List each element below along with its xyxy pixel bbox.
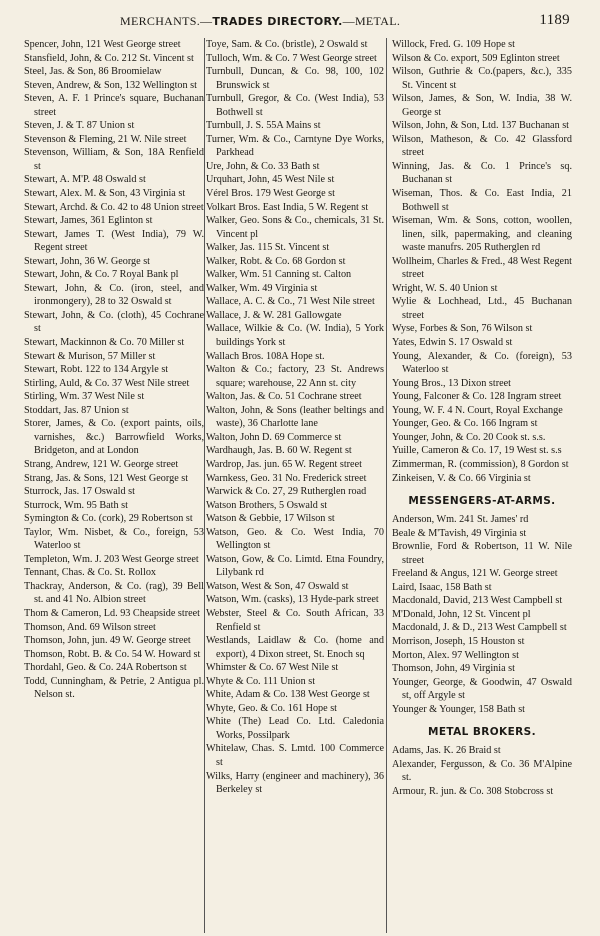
directory-entry: White, Adam & Co. 138 West George st	[206, 689, 370, 701]
directory-entry: Zinkeisen, V. & Co. 66 Virginia st	[392, 472, 531, 484]
directory-entry: Whitelaw, Chas. S. Lmtd. 100 Commerce st	[206, 743, 384, 768]
directory-entry: Wallace, A. C. & Co., 71 West Nile street	[206, 296, 375, 308]
directory-entry: Stewart, James T. (West India), 79 W. Regent street	[24, 228, 204, 254]
directory-entry: Wiseman, Wm. & Sons, cotton, woollen, linen, silk, papermaking, and cleaning waste manufrs. 205 Rutherglen rd	[392, 215, 572, 254]
directory-entry: Morrison, Joseph, 15 Houston st	[392, 635, 525, 647]
directory-entry: Steven, A. F. 1 Prince's square, Buchanan street	[24, 93, 204, 118]
directory-entry: Watson, West & Son, 47 Oswald st	[206, 580, 349, 592]
directory-entry: Beale & M'Tavish, 49 Virginia st	[392, 527, 527, 539]
directory-entry: Walker, Wm. 49 Virginia st	[206, 282, 318, 294]
directory-entry: Thordahl, Geo. & Co. 24A Robertson st	[24, 662, 187, 674]
header-left: MERCHANTS.	[120, 14, 201, 28]
directory-entry: Warwick & Co. 27, 29 Rutherglen road	[206, 486, 367, 498]
directory-entry: Wilks, Harry (engineer and machinery), 36 Berkeley st	[206, 770, 384, 796]
directory-entry: Watson & Gebbie, 17 Wilson st	[206, 513, 335, 525]
messengers-entries	[392, 513, 572, 716]
directory-entry: Westlands, Laidlaw & Co. (home and export), 4 Dixon street, St. Enoch sq	[206, 635, 384, 660]
directory-entry: Walker, Jas. 115 St. Vincent st	[206, 242, 330, 254]
directory-entry: Wardhaugh, Jas. B. 60 W. Regent st	[206, 445, 352, 457]
column-3	[392, 38, 572, 936]
directory-entry: Macdonald, David, 213 West Campbell st	[392, 595, 563, 607]
directory-entry: Sturrock, Jas. 17 Oswald st	[24, 486, 135, 498]
directory-entry: Spencer, John, 121 West George street	[24, 39, 181, 50]
directory-entry: Brownlie, Ford & Robertson, 11 W. Nile street	[392, 541, 572, 566]
directory-entry: Walker, Robt. & Co. 68 Gordon st	[206, 255, 346, 267]
directory-entry: Steven, J. & T. 87 Union st	[24, 120, 135, 132]
directory-entry: Watson, Geo. & Co. West India, 70 Wellington st	[206, 526, 384, 552]
directory-entry: Stewart & Murison, 57 Miller st	[24, 350, 156, 362]
directory-entry: Walton, John, & Sons (leather beltings and waste), 36 Charlotte lane	[206, 404, 384, 430]
directory-entry: Storer, James, & Co. (export paints, oils, varnishes, &c.) Barrowfield Works, Bridgeton, and at London	[24, 418, 204, 457]
directory-entry: Thomson, And. 69 Wilson street	[24, 621, 156, 633]
directory-entry: Steel, Jas. & Son, 86 Broomielaw	[24, 66, 162, 78]
directory-entry: Watson Brothers, 5 Oswald st	[206, 499, 328, 511]
directory-entry: Stewart, James, 361 Eglinton st	[24, 215, 153, 227]
directory-entry: Wilson, Matheson, & Co. 42 Glassford street	[392, 133, 572, 159]
directory-entry: Vérel Bros. 179 West George st	[206, 188, 335, 200]
directory-entry: Stevenson & Fleming, 21 W. Nile street	[24, 133, 187, 145]
directory-columns	[24, 38, 584, 936]
directory-entry: Younger, John, & Co. 20 Cook st. s.s.	[392, 431, 546, 443]
directory-entry: Zimmerman, R. (commission), 8 Gordon st	[392, 458, 569, 470]
section-heading-metal-brokers: METAL BROKERS.	[427, 726, 536, 739]
directory-entry: Turnbull, Duncan, & Co. 98, 100, 102 Brunswick st	[206, 66, 384, 91]
directory-entry: Stewart, John, 36 W. George st	[24, 255, 151, 267]
directory-entry: Stewart, Alex. M. & Son, 43 Virginia st	[24, 188, 186, 200]
directory-entry: Young, Alexander, & Co. (foreign), 53 Waterloo st	[392, 350, 572, 376]
directory-entry: Walton, Jas. & Co. 51 Cochrane street	[206, 391, 362, 403]
directory-entry: Wilson, James, & Son, W. India, 38 W. George st	[392, 93, 572, 118]
directory-entry: Turnbull, Gregor, & Co. (West India), 53 Bothwell st	[206, 93, 384, 118]
directory-entry: Turner, Wm. & Co., Carntyne Dye Works, Parkhead	[206, 133, 384, 159]
directory-entry: Thomson, Robt. B. & Co. 54 W. Howard st	[24, 648, 201, 660]
directory-entry: Thom & Cameron, Ld. 93 Cheapside street	[24, 607, 200, 619]
directory-entry: Wylie & Lochhead, Ltd., 45 Buchanan street	[392, 296, 572, 321]
directory-entry: Wilson, Guthrie & Co.(papers, &c.), 335 St. Vincent st	[392, 66, 572, 91]
page-header	[24, 8, 584, 30]
directory-entry: Wright, W. S. 40 Union st	[392, 282, 498, 294]
directory-entry: Thomson, John, jun. 49 W. George street	[24, 635, 191, 647]
directory-entry: Symington & Co. (cork), 29 Robertson st	[24, 513, 193, 525]
header-right: METAL.	[354, 14, 401, 28]
section-heading-messengers: MESSENGERS-AT-ARMS.	[408, 495, 556, 508]
directory-entry: Walton & Co.; factory, 23 St. Andrews square; warehouse, 22 Ann st. city	[206, 364, 384, 389]
directory-entry: Steven, Andrew, & Son, 132 Wellington st	[24, 79, 197, 91]
column-1	[24, 38, 204, 936]
directory-entry: Anderson, Wm. 241 St. James' rd	[392, 514, 529, 526]
directory-entry: Walker, Geo. Sons & Co., chemicals, 31 St. Vincent pl	[206, 215, 384, 240]
directory-entry: Stewart, A. M'P. 48 Oswald st	[24, 174, 146, 186]
directory-entry: White (The) Lead Co. Ltd. Caledonia Works, Possilpark	[206, 716, 384, 741]
directory-entry: Wyse, Forbes & Son, 76 Wilson st	[392, 323, 533, 335]
directory-entry: Yates, Edwin S. 17 Oswald st	[392, 337, 513, 349]
directory-entry: Laird, Isaac, 158 Bath st	[392, 581, 492, 593]
column-3-entries	[392, 38, 572, 485]
directory-entry: Watson, Gow, & Co. Limtd. Etna Foundry, Lilybank rd	[206, 553, 384, 579]
directory-entry: Wallace, J. & W. 281 Gallowgate	[206, 309, 342, 321]
directory-entry: Yuille, Cameron & Co. 17, 19 West st. s.s	[392, 445, 562, 457]
directory-entry: Whyte & Co. 111 Union st	[206, 675, 316, 687]
column-divider	[204, 38, 205, 933]
directory-entry: Strang, Andrew, 121 W. George street	[24, 458, 179, 470]
directory-entry: Younger & Younger, 158 Bath st	[392, 703, 525, 715]
directory-entry: Volkart Bros. East India, 5 W. Regent st	[206, 201, 369, 213]
directory-entry: Templeton, Wm. J. 203 West George street	[24, 553, 199, 565]
directory-entry: Whyte, Geo. & Co. 161 Hope st	[206, 702, 338, 714]
directory-entry: Wallach Bros. 108A Hope st.	[206, 350, 325, 362]
directory-entry: Stoddart, Jas. 87 Union st	[24, 404, 129, 416]
directory-entry: Watson, Wm. (casks), 13 Hyde-park street	[206, 594, 379, 606]
directory-entry: Tennant, Chas. & Co. St. Rollox	[24, 567, 157, 579]
directory-entry: Stewart, John, & Co. 7 Royal Bank pl	[24, 269, 179, 281]
directory-entry: Stewart, Robt. 122 to 134 Argyle st	[24, 364, 169, 376]
directory-entry: Stewart, John, & Co. (iron, steel, and ironmongery), 28 to 32 Oswald st	[24, 282, 204, 308]
directory-entry: Turnbull, J. S. 55A Mains st	[206, 120, 321, 132]
directory-entry: Strang, Jas. & Sons, 121 West George st	[24, 472, 189, 484]
directory-entry: Wiseman, Thos. & Co. East India, 21 Bothwell st	[392, 188, 572, 213]
page-number: 1189	[539, 12, 570, 28]
running-title: MERCHANTS.—TRADES DIRECTORY.—METAL.	[120, 14, 401, 28]
header-center: TRADES DIRECTORY.	[212, 15, 343, 28]
column-divider	[386, 38, 387, 933]
directory-entry: Winning, Jas. & Co. 1 Prince's sq. Buchanan st	[392, 160, 572, 186]
directory-entry: Warnkess, Geo. 31 No. Frederick street	[206, 472, 367, 484]
directory-entry: Stansfield, John, & Co. 212 St. Vincent st	[24, 52, 194, 64]
directory-entry: Todd, Cunningham, & Petrie, 2 Antigua pl. Nelson st.	[24, 675, 204, 701]
directory-entry: Younger, Geo. & Co. 166 Ingram st	[392, 418, 538, 430]
directory-entry: Walker, Wm. 51 Canning st. Calton	[206, 269, 352, 281]
directory-entry: Tulloch, Wm. & Co. 7 West George street	[206, 52, 377, 64]
directory-entry: Walton, John D. 69 Commerce st	[206, 431, 342, 443]
directory-entry: Freeland & Angus, 121 W. George street	[392, 568, 558, 580]
directory-entry: Young, W. F. 4 N. Court, Royal Exchange	[392, 404, 563, 416]
directory-entry: Stevenson, William, & Son, 18A Renfield st	[24, 147, 204, 172]
directory-entry: M'Donald, John, 12 St. Vincent pl	[392, 608, 531, 620]
directory-entry: Whimster & Co. 67 West Nile st	[206, 662, 339, 674]
directory-entry: Wallace, Wilkie & Co. (W. India), 5 York buildings York st	[206, 323, 384, 349]
directory-entry: Sturrock, Wm. 95 Bath st	[24, 499, 128, 511]
column-2	[206, 38, 384, 936]
directory-entry: Thackray, Anderson, & Co. (rag), 39 Bell st. and 41 No. Albion street	[24, 580, 204, 606]
directory-entry: Webster, Steel & Co. South African, 33 Renfield st	[206, 607, 384, 633]
directory-entry: Willock, Fred. G. 109 Hope st	[392, 39, 515, 50]
directory-entry: Young Bros., 13 Dixon street	[392, 377, 511, 389]
directory-entry: Thomson, John, 49 Virginia st	[392, 663, 515, 675]
directory-entry: Young, Falconer & Co. 128 Ingram street	[392, 391, 562, 403]
directory-entry: Urquhart, John, 45 West Nile st	[206, 174, 335, 186]
directory-entry: Wilson, John, & Son, Ltd. 137 Buchanan st	[392, 120, 570, 132]
directory-entry: Adams, Jas. K. 26 Braid st	[392, 745, 501, 757]
directory-entry: Younger, George, & Goodwin, 47 Oswald st, off Argyle st	[392, 676, 572, 702]
directory-entry: Stewart, John, & Co. (cloth), 45 Cochrane st	[24, 309, 204, 335]
metal-brokers-entries	[392, 744, 572, 798]
directory-entry: Stewart, Mackinnon & Co. 70 Miller st	[24, 337, 185, 349]
directory-entry: Armour, R. jun. & Co. 308 Stobcross st	[392, 785, 554, 797]
directory-entry: Morton, Alex. 97 Wellington st	[392, 649, 519, 661]
directory-entry: Wardrop, Jas. jun. 65 W. Regent street	[206, 458, 362, 470]
directory-entry: Wollheim, Charles & Fred., 48 West Regent street	[392, 255, 572, 281]
directory-entry: Toye, Sam. & Co. (bristle), 2 Oswald st	[206, 39, 368, 50]
directory-entry: Stirling, Auld, & Co. 37 West Nile street	[24, 377, 190, 389]
directory-entry: Macdonald, J. & D., 213 West Campbell st	[392, 622, 567, 634]
directory-entry: Stirling, Wm. 37 West Nile st	[24, 391, 145, 403]
directory-entry: Ure, John, & Co. 33 Bath st	[206, 160, 320, 172]
directory-entry: Stewart, Archd. & Co. 42 to 48 Union street	[24, 201, 204, 213]
directory-entry: Taylor, Wm. Nisbet, & Co., foreign, 53 Waterloo st	[24, 526, 204, 552]
directory-entry: Alexander, Fergusson, & Co. 36 M'Alpine st.	[392, 758, 572, 784]
directory-entry: Wilson & Co. export, 509 Eglinton street	[392, 52, 560, 64]
